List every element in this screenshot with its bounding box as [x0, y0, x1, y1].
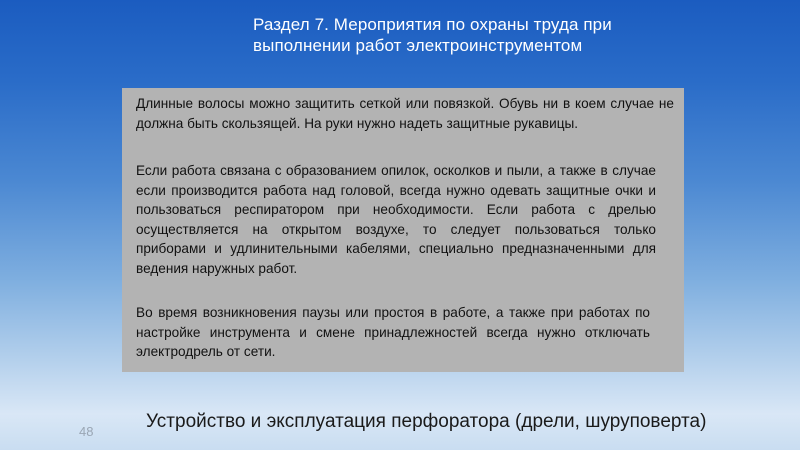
page-number: 48 [79, 424, 94, 439]
slide-title [253, 14, 773, 56]
footer-caption: Устройство и эксплуатация перфоратора (дрели, шуруповерта) [146, 411, 707, 432]
slide-title-line-2: выполнении работ электроинструментом [253, 36, 583, 55]
paragraph-disconnect-power: Во время возникновения паузы или простоя в работе, а также при работах по настройке инструмента и смене принадлежностей всегда нужно отключать электродрель от сети. [136, 305, 650, 359]
paragraph-eye-protection: Если работа связана с образованием опилок, осколков и пыли, а также в случае если производится работа над головой, всегда нужно одевать защитные очки и пользоваться респиратором при необходимости. Если работа с дрелью осуществляется на открытом воздухе, то следует пользоваться только приборами и удлинительными кабелями, специально предназначенными для ведения наружных работ. [136, 163, 656, 276]
paragraph-protective-clothing: Длинные волосы можно защитить сеткой или повязкой. Обувь ни в коем случае не должна быть скользящей. На руки нужно надеть защитные рукавицы. [136, 96, 674, 131]
content-box [122, 88, 684, 372]
slide-title-line-1: Раздел 7. Мероприятия по охраны труда при [253, 15, 612, 34]
